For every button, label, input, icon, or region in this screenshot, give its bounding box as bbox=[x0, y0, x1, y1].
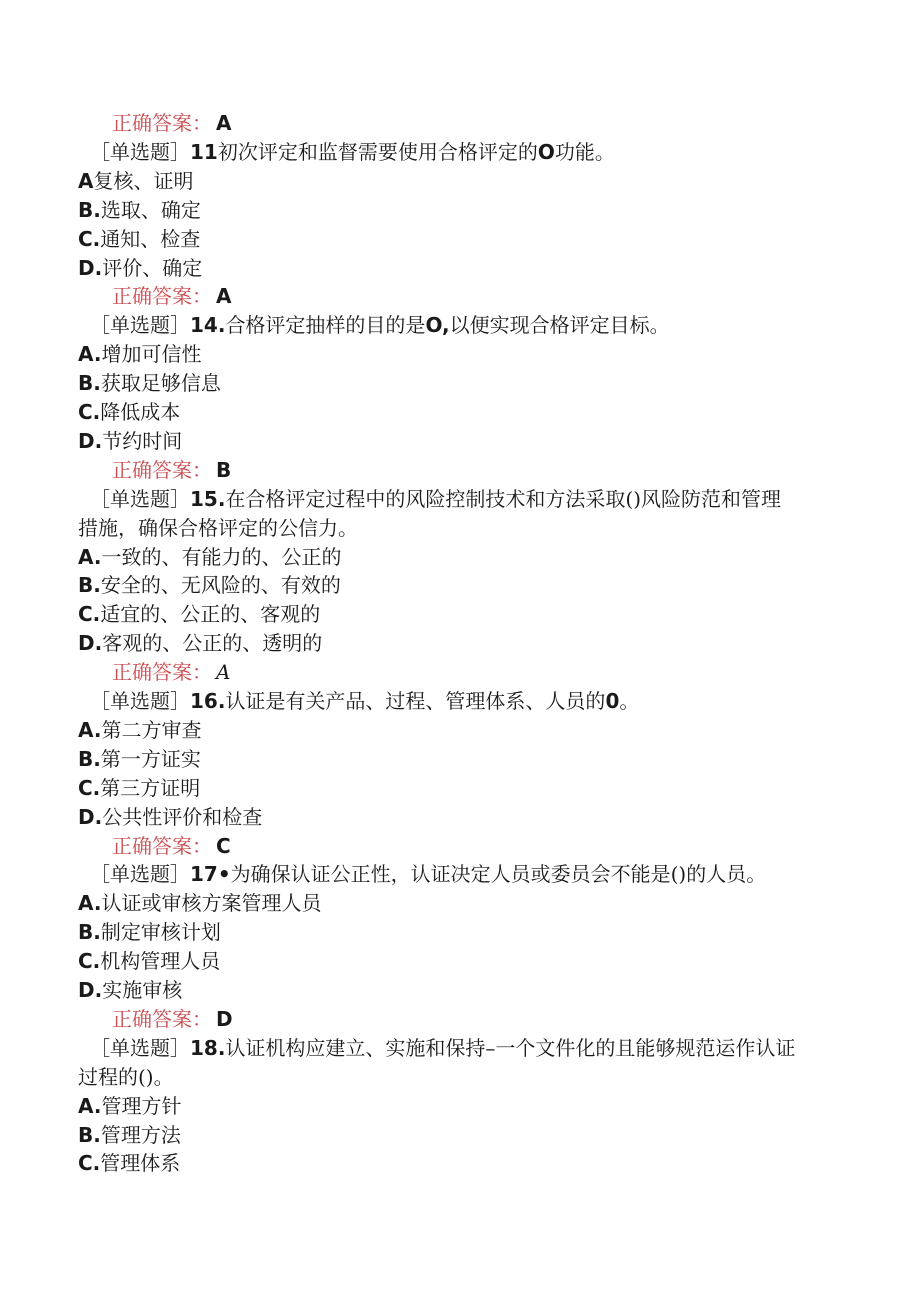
option-letter: B. bbox=[78, 371, 101, 396]
option-text: 一致的、有能力的、公正的 bbox=[101, 544, 342, 569]
option-text: 客观的、公正的、透明的 bbox=[102, 631, 323, 656]
option-letter: B. bbox=[78, 197, 101, 222]
option-text: 认证或审核方案管理人员 bbox=[101, 891, 322, 916]
question-text: 认证是有关产品、过程、管理体系、人员的 bbox=[225, 689, 606, 713]
question-number: 15. bbox=[190, 486, 226, 511]
answer-label: 正确答案： bbox=[112, 833, 212, 858]
question-type-tag: ［单选题］ bbox=[90, 139, 190, 164]
answer-option bbox=[78, 1149, 878, 1178]
answer-option bbox=[78, 745, 878, 774]
question-number: 16. bbox=[190, 689, 226, 713]
question-stem bbox=[90, 138, 890, 167]
question-stem bbox=[90, 687, 890, 716]
question-blank: 0 bbox=[605, 689, 620, 713]
answer-label: 正确答案： bbox=[112, 1006, 212, 1031]
correct-answer bbox=[112, 1005, 912, 1034]
question-type-tag: ［单选题］ bbox=[90, 689, 190, 713]
answer-label: 正确答案： bbox=[112, 111, 212, 135]
answer-option bbox=[78, 1121, 878, 1150]
answer-value: B bbox=[216, 457, 232, 482]
option-text: 适宜的、公正的、客观的 bbox=[100, 602, 321, 627]
option-text: 增加可信性 bbox=[101, 342, 202, 367]
answer-value: C bbox=[216, 833, 231, 858]
question-text: 初次评定和监督需要使用合格评定的 bbox=[217, 139, 538, 164]
question-blank: O, bbox=[425, 313, 450, 338]
question-type-tag: ［单选题］ bbox=[90, 1035, 190, 1060]
answer-option bbox=[78, 398, 878, 427]
option-text: 评价、确定 bbox=[102, 255, 203, 280]
question-stem bbox=[90, 311, 890, 340]
question-text: 合格评定抽样的目的是 bbox=[225, 313, 426, 338]
answer-value: A bbox=[216, 111, 232, 135]
option-letter: C. bbox=[78, 226, 101, 251]
option-text: 选取、确定 bbox=[100, 197, 201, 222]
option-letter: B. bbox=[78, 920, 101, 945]
question-text: 在合格评定过程中的风险控制技术和方法采取()风险防范和管理 bbox=[225, 486, 782, 511]
question-stem-continued bbox=[78, 514, 878, 543]
question-text: 过程的()。 bbox=[78, 1064, 174, 1089]
option-text: 降低成本 bbox=[100, 400, 181, 424]
question-type-tag: ［单选题］ bbox=[90, 486, 190, 511]
option-letter: C. bbox=[78, 775, 101, 800]
answer-option bbox=[78, 543, 878, 572]
answer-option bbox=[78, 889, 878, 918]
option-letter: C. bbox=[78, 602, 101, 627]
correct-answer bbox=[112, 456, 912, 485]
question-text-tail: 功能。 bbox=[554, 139, 615, 164]
option-letter: D. bbox=[78, 978, 103, 1002]
option-letter: A. bbox=[78, 342, 102, 367]
option-letter: B. bbox=[78, 746, 101, 771]
answer-option bbox=[78, 225, 878, 254]
answer-value: A bbox=[216, 660, 231, 685]
answer-option bbox=[78, 629, 878, 658]
question-stem bbox=[90, 1034, 890, 1063]
option-text: 节约时间 bbox=[102, 428, 183, 453]
option-text: 公共性评价和检查 bbox=[102, 804, 263, 829]
option-letter: C. bbox=[78, 400, 101, 424]
option-text: 管理体系 bbox=[100, 1151, 181, 1176]
answer-option bbox=[78, 918, 878, 947]
question-blank: O bbox=[537, 139, 555, 164]
answer-value: A bbox=[216, 284, 232, 309]
option-text: 管理方法 bbox=[100, 1122, 181, 1147]
option-text: 第二方审查 bbox=[101, 717, 202, 742]
option-text: 实施审核 bbox=[102, 978, 183, 1002]
answer-option bbox=[78, 427, 878, 456]
option-letter: A. bbox=[78, 1093, 102, 1118]
option-letter: A. bbox=[78, 891, 102, 916]
correct-answer bbox=[112, 282, 912, 311]
question-number: 18. bbox=[190, 1035, 226, 1060]
option-text: 第三方证明 bbox=[100, 775, 201, 800]
answer-option bbox=[78, 196, 878, 225]
answer-option bbox=[78, 167, 878, 196]
option-text: 安全的、无风险的、有效的 bbox=[100, 573, 341, 598]
question-text: 为确保认证公正性，认证决定人员或委员会不能是()的人员。 bbox=[230, 862, 767, 887]
answer-option bbox=[78, 340, 878, 369]
option-text: 制定审核计划 bbox=[100, 920, 221, 945]
option-letter: A bbox=[78, 168, 94, 193]
question-stem bbox=[90, 485, 890, 514]
correct-answer bbox=[112, 658, 912, 687]
option-letter: C. bbox=[78, 1151, 101, 1176]
question-stem bbox=[90, 860, 890, 889]
option-letter: A. bbox=[78, 717, 102, 742]
option-text: 通知、检查 bbox=[100, 226, 201, 251]
question-type-tag: ［单选题］ bbox=[90, 862, 190, 887]
question-stem-continued bbox=[78, 1063, 878, 1092]
correct-answer bbox=[112, 109, 912, 138]
option-letter: B. bbox=[78, 1122, 101, 1147]
option-text: 获取足够信息 bbox=[100, 371, 221, 396]
option-letter: D. bbox=[78, 428, 103, 453]
answer-option bbox=[78, 571, 878, 600]
question-text-tail: 。 bbox=[619, 689, 640, 713]
option-text: 管理方针 bbox=[101, 1093, 182, 1118]
option-letter: D. bbox=[78, 804, 103, 829]
option-letter: A. bbox=[78, 544, 102, 569]
option-text: 复核、证明 bbox=[93, 168, 194, 193]
answer-option bbox=[78, 600, 878, 629]
answer-option bbox=[78, 369, 878, 398]
answer-option bbox=[78, 1092, 878, 1121]
question-number: 17• bbox=[190, 862, 231, 887]
question-text: 认证机构应建立、实施和保持–一个文件化的且能够规范运作认证 bbox=[225, 1035, 796, 1060]
answer-label: 正确答案： bbox=[112, 284, 212, 309]
answer-value: D bbox=[216, 1006, 233, 1031]
option-text: 第一方证实 bbox=[100, 746, 201, 771]
option-letter: D. bbox=[78, 631, 103, 656]
question-number: 11 bbox=[190, 139, 218, 164]
question-text-tail: 以便实现合格评定目标。 bbox=[449, 313, 670, 338]
answer-option bbox=[78, 947, 878, 976]
answer-option bbox=[78, 976, 878, 1005]
option-letter: B. bbox=[78, 573, 101, 598]
correct-answer bbox=[112, 832, 912, 861]
question-type-tag: ［单选题］ bbox=[90, 313, 190, 338]
option-letter: D. bbox=[78, 255, 103, 280]
answer-option bbox=[78, 716, 878, 745]
answer-option bbox=[78, 774, 878, 803]
answer-label: 正确答案： bbox=[112, 660, 212, 685]
answer-label: 正确答案： bbox=[112, 457, 212, 482]
option-letter: C. bbox=[78, 949, 101, 974]
question-number: 14. bbox=[190, 313, 226, 338]
question-text: 措施，确保合格评定的公信力。 bbox=[78, 515, 358, 540]
answer-option bbox=[78, 803, 878, 832]
answer-option bbox=[78, 254, 878, 283]
option-text: 机构管理人员 bbox=[100, 949, 221, 974]
